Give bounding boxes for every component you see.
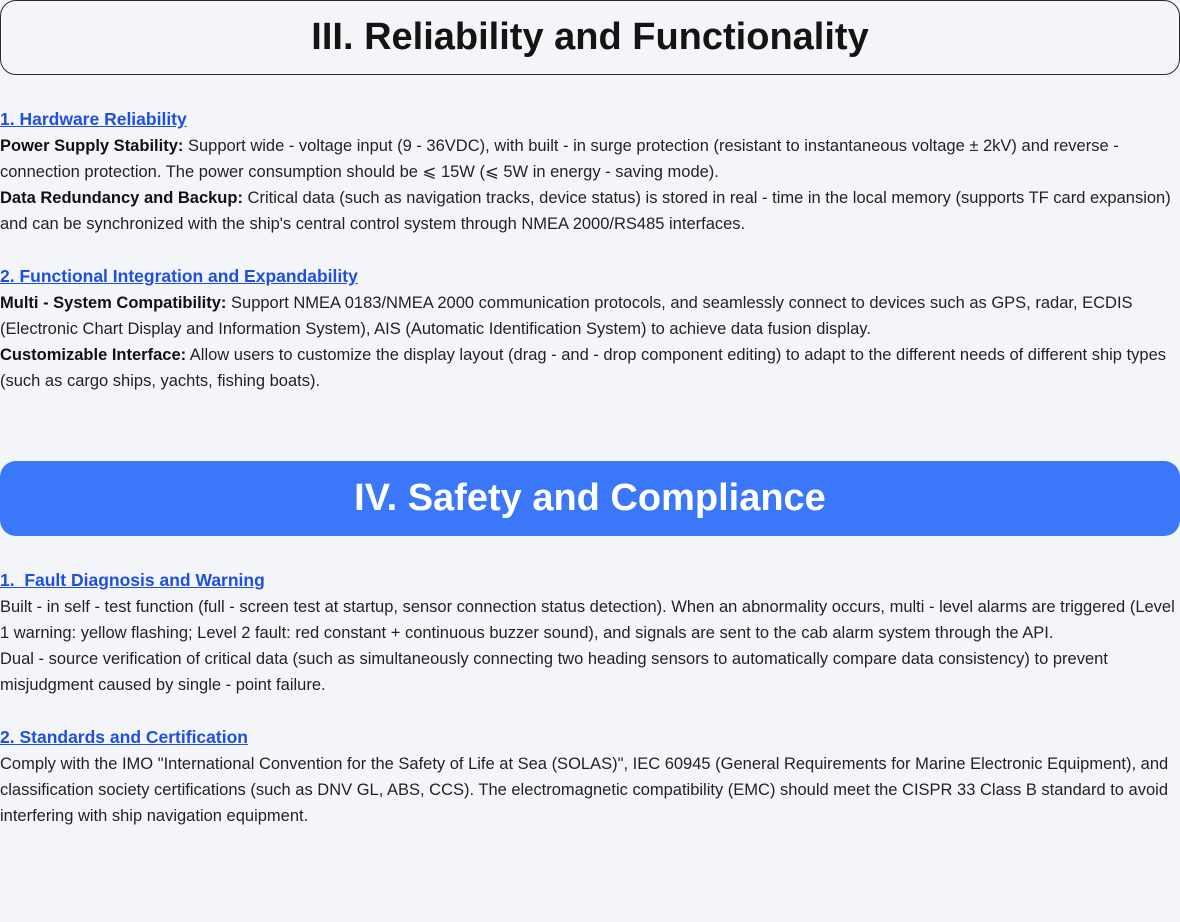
customizable-paragraph	[0, 342, 1180, 394]
reliability-section-content	[0, 106, 1180, 394]
standards-heading[interactable]: 2. Standards and Certification	[0, 727, 248, 747]
section-title-safety	[0, 461, 1180, 536]
multi-system-label: Multi - System Compatibility:	[0, 294, 227, 312]
section-title-text: IV. Safety and Compliance	[354, 477, 826, 519]
data-redundancy-paragraph	[0, 185, 1180, 237]
standards-paragraph: Comply with the IMO "International Convention for the Safety of Life at Sea (SOLAS)", IEC 60945 (General Requirements for Marine Electronic Equipment), and classification society certifications (such as DNV GL, ABS, CCS). The electromagnetic compatibility (EMC) should meet the CISPR 33 Class B standard to avoid interfering with ship navigation equipment.	[0, 755, 1169, 825]
customizable-label: Customizable Interface:	[0, 346, 187, 364]
power-supply-text: Support wide - voltage input (9 - 36VDC), with built - in surge protection (resistant to instantaneous voltage ± 2kV) and reverse - connection protection. The power consumption should be ⩽ 15W (⩽ 5W in energy - saving mode).	[0, 137, 1119, 181]
functional-integration-heading[interactable]: 2. Functional Integration and Expandability	[0, 266, 358, 286]
spacer	[0, 237, 1180, 263]
multi-system-text: Support NMEA 0183/NMEA 2000 communication protocols, and seamlessly connect to devices such as GPS, radar, ECDIS (Electronic Chart Display and Information System), AIS (Automatic Identification System) to achieve data fusion display.	[0, 294, 1133, 338]
spacer	[0, 698, 1180, 724]
multi-system-paragraph	[0, 290, 1180, 342]
data-redundancy-label: Data Redundancy and Backup:	[0, 189, 243, 207]
fault-diagnosis-heading[interactable]: 1. Fault Diagnosis and Warning	[0, 570, 265, 590]
safety-section-content	[0, 567, 1180, 829]
dual-source-paragraph: Dual - source verification of critical data (such as simultaneously connecting two heading sensors to automatically compare data consistency) to prevent misjudgment caused by single - point failure.	[0, 650, 1108, 694]
power-supply-paragraph	[0, 133, 1180, 185]
data-redundancy-text: Critical data (such as navigation tracks, device status) is stored in real - time in the local memory (supports TF card expansion) and can be synchronized with the ship's central control system through NMEA 2000/RS485 interfaces.	[0, 189, 1171, 233]
self-test-paragraph: Built - in self - test function (full - screen test at startup, sensor connection status detection). When an abnormality occurs, multi - level alarms are triggered (Level 1 warning: yellow flashing; Level 2 fault: red constant + continuous buzzer sound), and signals are sent to the cab alarm system through the API.	[0, 598, 1175, 642]
power-supply-label: Power Supply Stability:	[0, 137, 184, 155]
customizable-text: Allow users to customize the display layout (drag - and - drop component editing) to adapt to the different needs of different ship types (such as cargo ships, yachts, fishing boats).	[0, 346, 1167, 390]
section-title-reliability	[0, 0, 1180, 75]
hardware-reliability-heading[interactable]: 1. Hardware Reliability	[0, 109, 187, 129]
section-title-text: III. Reliability and Functionality	[311, 16, 869, 58]
